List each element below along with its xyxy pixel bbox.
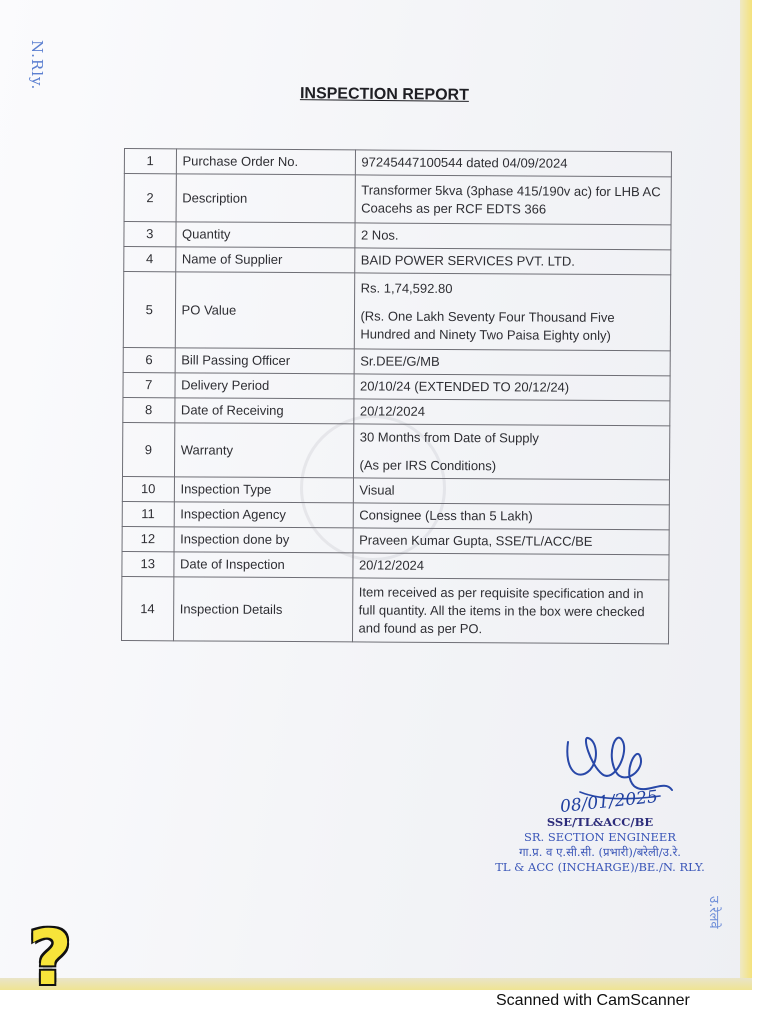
- scanner-watermark-text: Scanned with CamScanner: [496, 992, 690, 1009]
- row-label: Inspection Details: [173, 577, 352, 642]
- row-label: Inspection done by: [174, 527, 353, 553]
- table-row: [123, 372, 670, 400]
- table-row: [123, 397, 670, 425]
- row-value-text: Visual: [359, 482, 395, 498]
- officer-stamp: [490, 815, 710, 875]
- row-value-text: 97245447100544 dated 04/09/2024: [361, 154, 568, 171]
- row-value-text: 20/12/2024: [359, 403, 426, 419]
- row-label: Date of Receiving: [174, 398, 353, 424]
- page-edge-strip: [740, 0, 752, 990]
- row-number: 10: [122, 476, 174, 501]
- row-label: Delivery Period: [175, 373, 354, 399]
- row-number: 7: [123, 372, 175, 397]
- row-value: [353, 503, 670, 530]
- row-value-text: 30 Months from Date of Supply: [359, 428, 540, 446]
- railway-stamp-right: उ.रेलवे: [706, 896, 721, 929]
- row-number: 14: [121, 576, 173, 640]
- row-value: [353, 528, 670, 555]
- table-row: [123, 347, 670, 375]
- row-number: 3: [124, 222, 176, 247]
- row-value: [353, 478, 670, 505]
- row-value: [352, 578, 669, 644]
- row-label: PO Value: [175, 272, 354, 349]
- table-row: [124, 174, 671, 225]
- row-label: Date of Inspection: [173, 552, 352, 578]
- row-value-text: Item received as per requisite specification and in full quantity. All the items in the box were checked and found as per PO.: [358, 583, 645, 636]
- row-value: [352, 553, 669, 580]
- table-row: [122, 422, 669, 479]
- table-row: [121, 576, 668, 643]
- table-row: [124, 222, 671, 250]
- page-bottom-edge: [0, 978, 752, 990]
- row-label: Description: [176, 174, 355, 223]
- row-value-text: 20/10/24 (EXTENDED TO 20/12/24): [360, 378, 570, 395]
- row-number: 4: [124, 247, 176, 272]
- row-label: Inspection Type: [174, 477, 353, 503]
- stamp-line: गा.प्र. व ए.सी.सी. (प्रभारी)/बरेली/उ.रे.: [519, 845, 681, 859]
- row-label: Name of Supplier: [175, 247, 354, 273]
- row-value-text: 20/12/2024: [358, 557, 425, 573]
- row-value-text: Transformer 5kva (3phase 415/190v ac) for LHB AC Coacehs as per RCF EDTS 366: [361, 181, 661, 217]
- row-number: 13: [122, 551, 174, 576]
- row-value: [354, 349, 671, 376]
- row-label: Quantity: [175, 222, 354, 248]
- row-value-text: (Rs. One Lakh Seventy Four Thousand Five Hundred and Ninety Two Paisa Eighty only): [360, 307, 615, 343]
- row-value: [355, 175, 672, 225]
- table-row: [124, 247, 671, 275]
- table-row: [124, 149, 671, 177]
- row-value-text: (As per IRS Conditions): [359, 456, 497, 473]
- row-value: [354, 273, 671, 351]
- row-value: [355, 150, 672, 177]
- table-row: [122, 526, 669, 554]
- row-number: 12: [122, 526, 174, 551]
- row-number: 6: [123, 347, 175, 372]
- row-value: [353, 399, 670, 426]
- stamp-line: SSE/TL&ACC/BE: [546, 815, 654, 829]
- page-title: INSPECTION REPORT: [299, 85, 469, 104]
- row-value: [354, 223, 671, 250]
- question-mark-icon: ?: [28, 913, 73, 990]
- row-label: Warranty: [174, 423, 353, 478]
- table-row: [122, 551, 669, 579]
- stamp-line: TL & ACC (INCHARGE)/BE./N. RLY.: [495, 860, 705, 874]
- row-value-text: BAID POWER SERVICES PVT. LTD.: [360, 252, 575, 269]
- row-number: 1: [124, 149, 176, 174]
- railway-stamp-left: N.Rly.: [28, 40, 46, 91]
- row-number: 11: [122, 501, 174, 526]
- table-row: [123, 272, 670, 351]
- row-value: [354, 248, 671, 275]
- inspection-table: [121, 148, 672, 644]
- row-value-text: Praveen Kumar Gupta, SSE/TL/ACC/BE: [359, 532, 593, 549]
- row-value-text: Sr.DEE/G/MB: [360, 353, 440, 369]
- handwritten-date: 08/01/2025: [559, 786, 659, 818]
- row-number: 8: [123, 397, 175, 422]
- row-value-text: Consignee (Less than 5 Lakh): [359, 507, 533, 524]
- row-value: [353, 424, 670, 480]
- row-label: Bill Passing Officer: [175, 348, 354, 374]
- row-number: 5: [123, 272, 175, 348]
- stamp-line: SR. SECTION ENGINEER: [524, 830, 676, 844]
- row-label: Inspection Agency: [174, 502, 353, 528]
- row-number: 9: [122, 422, 174, 476]
- row-value-text: Rs. 1,74,592.80: [360, 279, 453, 296]
- table-row: [122, 476, 669, 504]
- row-value: [353, 374, 670, 401]
- table-row: [122, 501, 669, 529]
- row-value-text: 2 Nos.: [360, 227, 399, 243]
- row-number: 2: [124, 174, 176, 222]
- row-label: Purchase Order No.: [176, 149, 355, 175]
